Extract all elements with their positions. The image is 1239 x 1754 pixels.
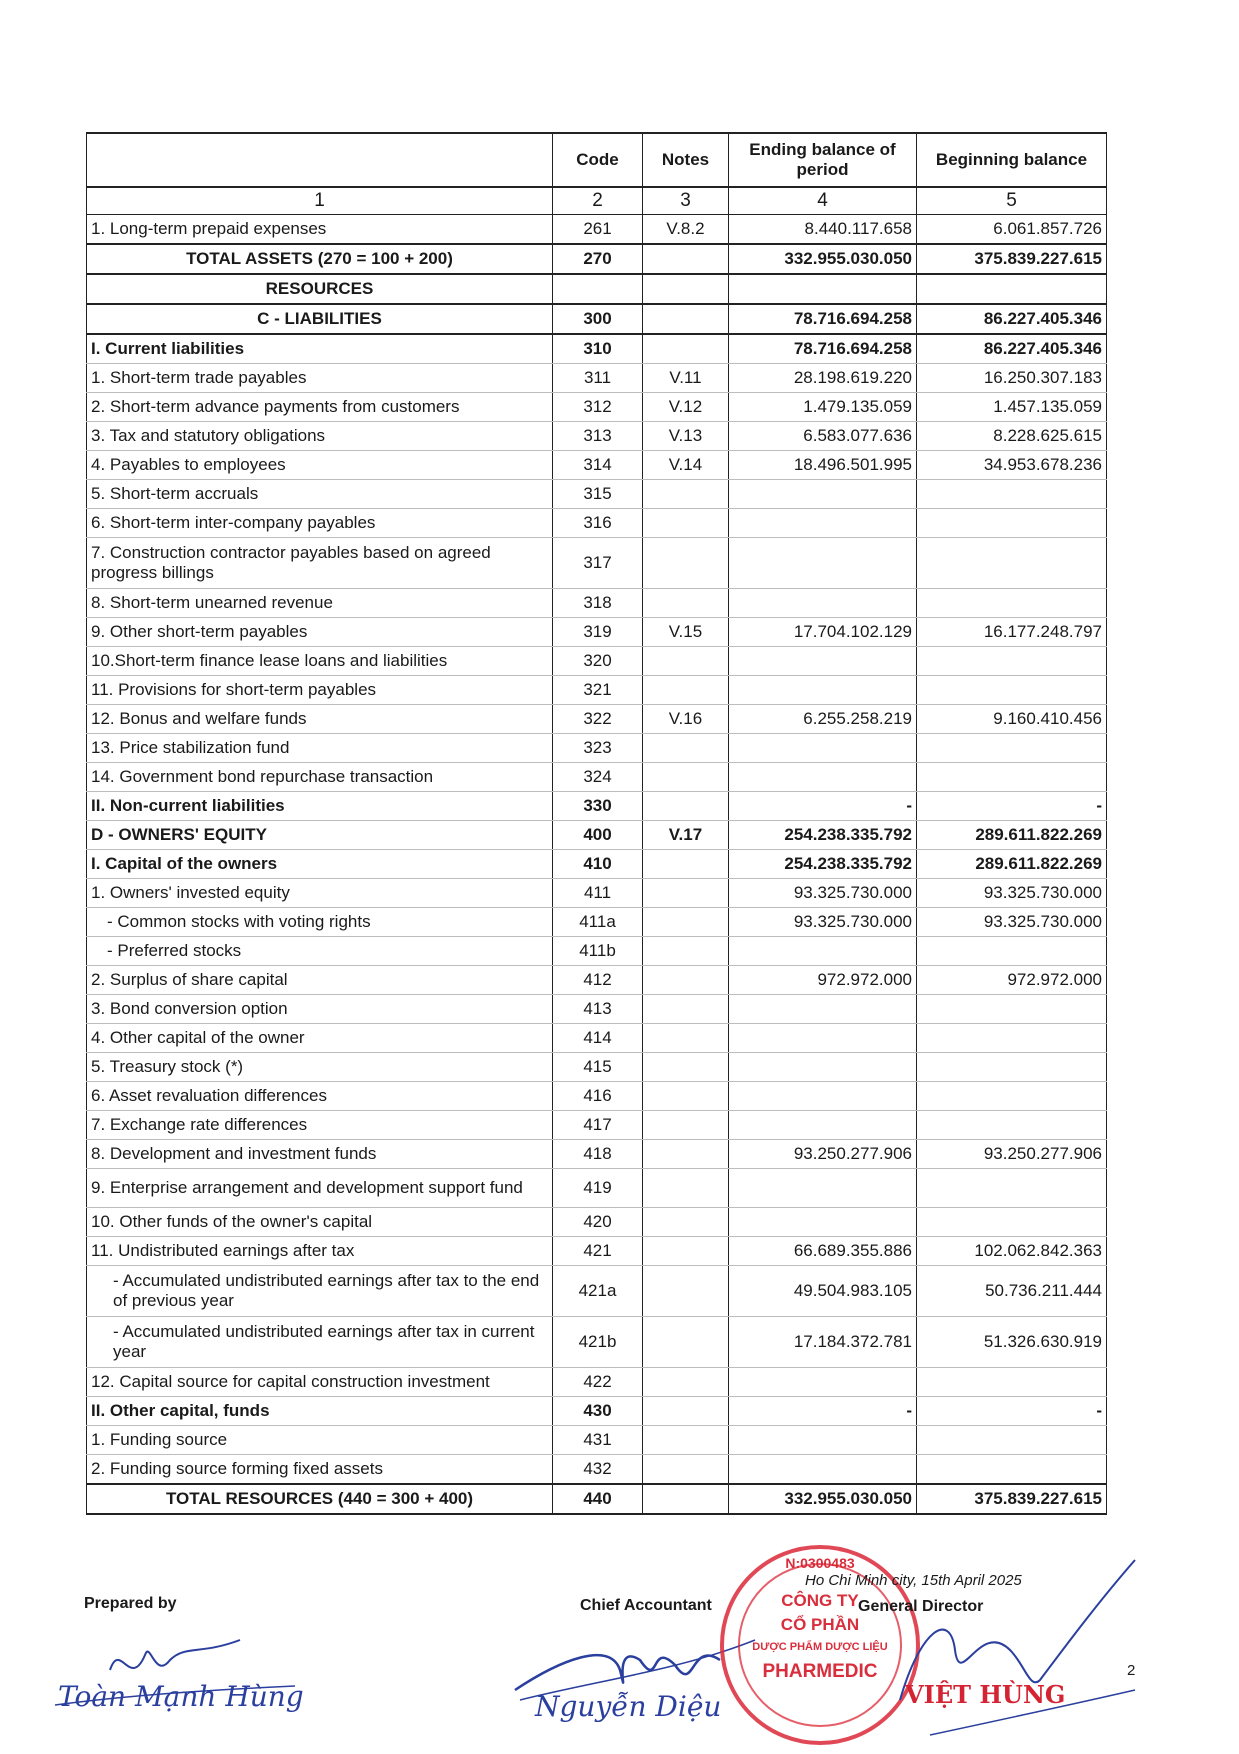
row-label: 13. Price stabilization fund [87,734,553,763]
stamp-line-4: PHARMEDIC [762,1661,878,1682]
table-row [87,763,1107,792]
row-beginning-balance: 16.250.307.183 [917,364,1107,393]
row-label: 12. Bonus and welfare funds [87,705,553,734]
row-beginning-balance [917,509,1107,538]
row-notes [643,1169,729,1208]
row-notes [643,1024,729,1053]
row-beginning-balance [917,1024,1107,1053]
row-label: 9. Enterprise arrangement and development support fund [87,1169,553,1208]
row-label: 11. Undistributed earnings after tax [87,1237,553,1266]
row-ending-balance [729,480,917,509]
row-notes [643,589,729,618]
row-notes [643,1484,729,1514]
row-notes: V.11 [643,364,729,393]
row-code: 320 [553,647,643,676]
row-ending-balance [729,1368,917,1397]
row-ending-balance [729,763,917,792]
row-beginning-balance: 102.062.842.363 [917,1237,1107,1266]
row-label: C - LIABILITIES [87,304,553,334]
row-label: - Accumulated undistributed earnings after tax to the end of previous year [87,1266,553,1317]
row-ending-balance: 1.479.135.059 [729,393,917,422]
row-label: 6. Short-term inter-company payables [87,509,553,538]
general-director-signature [860,1540,1140,1740]
row-notes [643,1140,729,1169]
row-code: 330 [553,792,643,821]
table-row [87,451,1107,480]
row-code: 421a [553,1266,643,1317]
row-notes [643,274,729,304]
row-code: 321 [553,676,643,705]
row-notes [643,1317,729,1368]
table-row [87,850,1107,879]
table-row [87,995,1107,1024]
table-row [87,538,1107,589]
row-label: 7. Exchange rate differences [87,1111,553,1140]
row-label: 3. Tax and statutory obligations [87,422,553,451]
row-notes: V.8.2 [643,215,729,245]
row-label: TOTAL ASSETS (270 = 100 + 200) [87,244,553,274]
row-notes: V.13 [643,422,729,451]
row-beginning-balance [917,995,1107,1024]
row-code: 412 [553,966,643,995]
table-row [87,1237,1107,1266]
row-ending-balance [729,1169,917,1208]
table-row [87,422,1107,451]
row-ending-balance [729,937,917,966]
table-row [87,966,1107,995]
row-beginning-balance [917,1053,1107,1082]
table-row [87,1426,1107,1455]
row-ending-balance [729,1053,917,1082]
row-code: 417 [553,1111,643,1140]
general-director-label: General Director [858,1598,984,1615]
row-code: 322 [553,705,643,734]
row-code: 270 [553,244,643,274]
row-beginning-balance [917,1208,1107,1237]
row-beginning-balance: 50.736.211.444 [917,1266,1107,1317]
row-label: 6. Asset revaluation differences [87,1082,553,1111]
row-ending-balance: 254.238.335.792 [729,821,917,850]
row-ending-balance [729,1111,917,1140]
stamp-line-3: DƯỢC PHẨM DƯỢC LIỆU [752,1641,888,1653]
row-label: 2. Surplus of share capital [87,966,553,995]
header-notes: Notes [643,133,729,187]
row-code: 318 [553,589,643,618]
row-code: 411 [553,879,643,908]
row-code: 419 [553,1169,643,1208]
table-row [87,1455,1107,1485]
row-notes [643,1082,729,1111]
row-beginning-balance: 289.611.822.269 [917,821,1107,850]
row-code: 411a [553,908,643,937]
row-notes [643,1397,729,1426]
row-ending-balance: - [729,792,917,821]
row-code: 414 [553,1024,643,1053]
row-ending-balance: - [729,1397,917,1426]
row-notes: V.15 [643,618,729,647]
row-label: 3. Bond conversion option [87,995,553,1024]
row-beginning-balance: 93.250.277.906 [917,1140,1107,1169]
row-beginning-balance [917,1169,1107,1208]
row-beginning-balance [917,480,1107,509]
row-notes [643,334,729,364]
row-notes [643,966,729,995]
prepared-by-label: Prepared by [84,1595,177,1612]
row-beginning-balance: 8.228.625.615 [917,422,1107,451]
row-beginning-balance [917,1082,1107,1111]
row-notes [643,647,729,676]
row-ending-balance [729,1426,917,1455]
row-beginning-balance: 1.457.135.059 [917,393,1107,422]
row-code: 400 [553,821,643,850]
row-ending-balance: 254.238.335.792 [729,850,917,879]
table-row [87,1208,1107,1237]
row-ending-balance [729,1455,917,1485]
row-notes [643,1237,729,1266]
row-ending-balance [729,647,917,676]
row-label: - Preferred stocks [87,937,553,966]
row-ending-balance [729,538,917,589]
row-code: 261 [553,215,643,245]
row-label: 2. Funding source forming fixed assets [87,1455,553,1485]
row-beginning-balance [917,763,1107,792]
row-notes: V.17 [643,821,729,850]
table-row [87,1169,1107,1208]
row-beginning-balance: 93.325.730.000 [917,879,1107,908]
row-notes [643,879,729,908]
row-label: TOTAL RESOURCES (440 = 300 + 400) [87,1484,553,1514]
row-label: RESOURCES [87,274,553,304]
table-row [87,676,1107,705]
row-code: 410 [553,850,643,879]
stamp-line-2: CỔ PHẦN [780,1615,860,1634]
page-number: 2 [1127,1662,1136,1679]
table-body [87,215,1107,1515]
stamp-line-1: CÔNG TY [781,1591,859,1610]
row-label: 10.Short-term finance lease loans and liabilities [87,647,553,676]
row-code: 411b [553,937,643,966]
row-notes [643,244,729,274]
chief-accountant-label: Chief Accountant [580,1597,712,1614]
row-label: - Accumulated undistributed earnings after tax in current year [87,1317,553,1368]
row-notes [643,676,729,705]
column-index: 4 [729,187,917,215]
row-beginning-balance: 86.227.405.346 [917,304,1107,334]
row-ending-balance [729,274,917,304]
row-code: 319 [553,618,643,647]
row-label: 8. Development and investment funds [87,1140,553,1169]
row-ending-balance [729,1082,917,1111]
row-ending-balance: 8.440.117.658 [729,215,917,245]
row-code: 310 [553,334,643,364]
row-code: 422 [553,1368,643,1397]
header-code: Code [553,133,643,187]
row-notes: V.16 [643,705,729,734]
row-notes [643,1208,729,1237]
row-beginning-balance [917,1426,1107,1455]
row-notes: V.14 [643,451,729,480]
row-beginning-balance: 16.177.248.797 [917,618,1107,647]
stamp-code: N:0300483 [785,1555,855,1571]
place-date: Ho Chi Minh city, 15th April 2025 [805,1572,1022,1589]
row-label: 1. Funding source [87,1426,553,1455]
row-beginning-balance [917,274,1107,304]
row-label: 1. Long-term prepaid expenses [87,215,553,245]
chief-accountant-signature [500,1600,760,1750]
row-code: 323 [553,734,643,763]
row-label: 8. Short-term unearned revenue [87,589,553,618]
row-ending-balance: 93.250.277.906 [729,1140,917,1169]
row-beginning-balance: 51.326.630.919 [917,1317,1107,1368]
row-label: I. Capital of the owners [87,850,553,879]
row-label: 1. Owners' invested equity [87,879,553,908]
table-row [87,908,1107,937]
table-row [87,705,1107,734]
table-row [87,364,1107,393]
row-notes [643,734,729,763]
table-row [87,879,1107,908]
row-beginning-balance: 9.160.410.456 [917,705,1107,734]
table-row [87,244,1107,274]
row-beginning-balance [917,589,1107,618]
column-index: 2 [553,187,643,215]
prepared-by-name: Toàn Mạnh Hùng [58,1680,304,1713]
table-row [87,1111,1107,1140]
row-code: 317 [553,538,643,589]
row-notes [643,1455,729,1485]
row-notes: V.12 [643,393,729,422]
row-code: 416 [553,1082,643,1111]
row-ending-balance: 66.689.355.886 [729,1237,917,1266]
row-beginning-balance: 972.972.000 [917,966,1107,995]
row-beginning-balance: - [917,792,1107,821]
row-beginning-balance [917,1111,1107,1140]
table-row [87,792,1107,821]
row-ending-balance [729,1024,917,1053]
header-item [87,133,553,187]
row-ending-balance: 6.255.258.219 [729,705,917,734]
row-code: 431 [553,1426,643,1455]
row-label: D - OWNERS' EQUITY [87,821,553,850]
row-code: 430 [553,1397,643,1426]
row-ending-balance: 18.496.501.995 [729,451,917,480]
table-row [87,1317,1107,1368]
row-beginning-balance [917,937,1107,966]
row-beginning-balance: 6.061.857.726 [917,215,1107,245]
table-row [87,274,1107,304]
row-beginning-balance [917,734,1107,763]
row-ending-balance [729,676,917,705]
row-ending-balance: 6.583.077.636 [729,422,917,451]
row-code: 413 [553,995,643,1024]
row-beginning-balance [917,647,1107,676]
table-row [87,509,1107,538]
row-ending-balance: 78.716.694.258 [729,334,917,364]
row-ending-balance: 78.716.694.258 [729,304,917,334]
table-row [87,937,1107,966]
row-label: 7. Construction contractor payables based on agreed progress billings [87,538,553,589]
row-code: 315 [553,480,643,509]
row-code: 421b [553,1317,643,1368]
row-notes [643,538,729,589]
row-label: 4. Other capital of the owner [87,1024,553,1053]
column-index: 5 [917,187,1107,215]
row-ending-balance: 93.325.730.000 [729,879,917,908]
row-notes [643,937,729,966]
row-ending-balance: 17.184.372.781 [729,1317,917,1368]
table-row [87,1484,1107,1514]
table-row [87,1397,1107,1426]
row-code: 314 [553,451,643,480]
chief-accountant-name: Nguyễn Diệu [535,1690,722,1723]
row-notes [643,763,729,792]
row-label: 10. Other funds of the owner's capital [87,1208,553,1237]
row-ending-balance [729,509,917,538]
row-ending-balance [729,1208,917,1237]
row-label: 5. Treasury stock (*) [87,1053,553,1082]
column-index: 1 [87,187,553,215]
row-ending-balance: 28.198.619.220 [729,364,917,393]
row-label: I. Current liabilities [87,334,553,364]
table-row [87,618,1107,647]
row-code: 324 [553,763,643,792]
row-notes [643,1053,729,1082]
table-row [87,304,1107,334]
row-beginning-balance: 93.325.730.000 [917,908,1107,937]
row-beginning-balance: 289.611.822.269 [917,850,1107,879]
row-notes [643,1368,729,1397]
row-notes [643,304,729,334]
row-ending-balance: 17.704.102.129 [729,618,917,647]
table-row [87,1368,1107,1397]
row-label: 12. Capital source for capital construction investment [87,1368,553,1397]
row-notes [643,1266,729,1317]
table-row [87,393,1107,422]
row-notes [643,995,729,1024]
row-notes [643,908,729,937]
row-code: 313 [553,422,643,451]
row-beginning-balance: 86.227.405.346 [917,334,1107,364]
row-code: 418 [553,1140,643,1169]
row-code: 415 [553,1053,643,1082]
row-label: 9. Other short-term payables [87,618,553,647]
table-row [87,334,1107,364]
row-beginning-balance [917,1368,1107,1397]
row-beginning-balance [917,676,1107,705]
header-beginning-balance: Beginning balance [917,133,1107,187]
row-notes [643,480,729,509]
table-row [87,215,1107,245]
row-notes [643,1426,729,1455]
table-row [87,821,1107,850]
row-beginning-balance: 34.953.678.236 [917,451,1107,480]
row-ending-balance [729,589,917,618]
balance-sheet-table [86,132,1107,1515]
row-notes [643,850,729,879]
row-label: II. Non-current liabilities [87,792,553,821]
row-label: - Common stocks with voting rights [87,908,553,937]
row-beginning-balance: 375.839.227.615 [917,1484,1107,1514]
general-director-name: VIỆT HÙNG [905,1680,1066,1709]
row-ending-balance: 332.955.030.050 [729,244,917,274]
table-row [87,1140,1107,1169]
header-ending-balance: Ending balance of period [729,133,917,187]
column-index-row [87,187,1107,215]
table-row [87,1266,1107,1317]
row-code: 440 [553,1484,643,1514]
table-row [87,1024,1107,1053]
row-code: 421 [553,1237,643,1266]
row-beginning-balance [917,538,1107,589]
row-code: 420 [553,1208,643,1237]
row-code: 316 [553,509,643,538]
table-row [87,589,1107,618]
row-notes [643,792,729,821]
row-label: 11. Provisions for short-term payables [87,676,553,705]
table-row [87,647,1107,676]
row-ending-balance: 93.325.730.000 [729,908,917,937]
table-row [87,734,1107,763]
row-code: 312 [553,393,643,422]
row-notes [643,1111,729,1140]
row-notes [643,509,729,538]
row-beginning-balance [917,1455,1107,1485]
row-beginning-balance: - [917,1397,1107,1426]
table-row [87,480,1107,509]
header-row [87,133,1107,187]
row-ending-balance [729,995,917,1024]
column-index: 3 [643,187,729,215]
row-ending-balance: 49.504.983.105 [729,1266,917,1317]
row-code [553,274,643,304]
row-label: 5. Short-term accruals [87,480,553,509]
table-row [87,1053,1107,1082]
row-code: 300 [553,304,643,334]
row-ending-balance: 332.955.030.050 [729,1484,917,1514]
row-label: 14. Government bond repurchase transaction [87,763,553,792]
row-label: 2. Short-term advance payments from customers [87,393,553,422]
row-label: 4. Payables to employees [87,451,553,480]
row-label: 1. Short-term trade payables [87,364,553,393]
table-row [87,1082,1107,1111]
row-ending-balance: 972.972.000 [729,966,917,995]
row-label: II. Other capital, funds [87,1397,553,1426]
row-ending-balance [729,734,917,763]
row-code: 432 [553,1455,643,1485]
row-code: 311 [553,364,643,393]
row-beginning-balance: 375.839.227.615 [917,244,1107,274]
